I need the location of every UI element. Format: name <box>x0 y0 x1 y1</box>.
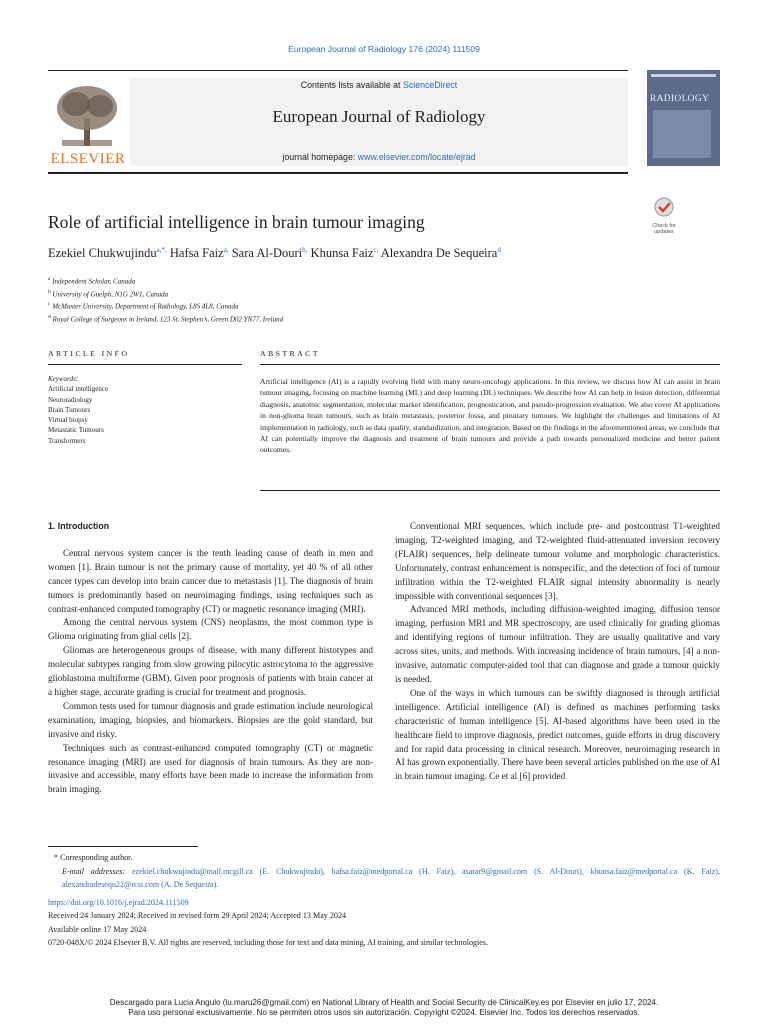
running-header[interactable]: European Journal of Radiology 176 (2024) 111509 <box>288 44 480 54</box>
affiliation-item: $^a$ Independent Scholar, Canada <box>48 276 136 286</box>
author-sup[interactable]: b, <box>302 246 308 254</box>
author-name[interactable]: Alexandra De Sequeira <box>380 246 498 261</box>
abstract-rule <box>260 364 720 365</box>
keywords-block <box>48 374 108 446</box>
received-dates: Received 24 January 2024; Received in revised form 29 April 2024; Accepted 13 May 2024 <box>48 911 347 920</box>
journal-homepage-line <box>130 152 628 162</box>
contents-prefix: Contents lists available at <box>300 80 401 90</box>
affiliations <box>48 274 283 325</box>
body-paragraph: Conventional MRI sequences, which include pre- and postcontrast T1-weighted imaging, T2-weighted imaging, and T2-weighted fluid-attenuated inversion recovery (FLAIR) sequences, help delineate tumour volume and morphologic characteristics. Unfortunately, contrast enhancement is nonspecific, and the detection of foci of tumour infiltration within the T2-weighted FLAIR signal intensity abnormality is nearly impossible with conventional sequences [3]. <box>395 521 720 601</box>
cover-stripe <box>651 74 716 77</box>
author-name[interactable]: Ezekiel Chukwujindu <box>48 246 157 261</box>
section-heading: 1. Introduction <box>48 521 110 531</box>
article-info-heading: ARTICLE INFO <box>48 349 130 358</box>
download-notice-line: Para uso personal exclusivamente. No se permiten otros usos sin autorización. Copyright ©2024. Elsevier Inc. Todos los derechos reservados. <box>128 1008 640 1017</box>
doi-link[interactable]: https://doi.org/10.1016/j.ejrad.2024.111509 <box>48 897 189 907</box>
keyword-item: Brain Tumours <box>48 405 91 414</box>
body-right-column <box>395 520 720 784</box>
affiliation-item: $^d$ Royal College of Surgeons in Ireland, 123 St. Stephen’s, Green D02 YN77, Ireland <box>48 314 284 324</box>
author-sup[interactable]: a,*, <box>156 246 167 254</box>
abstract-bottom-rule <box>260 490 720 491</box>
email-addresses <box>48 865 720 892</box>
affiliation-item: $^c$ McMaster University, Department of Radiology, L8S 4L8, Canada <box>48 301 239 311</box>
article-title: Role of artificial intelligence in brain tumour imaging <box>48 212 425 232</box>
corresponding-author-note: * Corresponding author. <box>54 853 133 862</box>
masthead-top-rule <box>48 70 628 71</box>
keyword-item: Neuroradiology <box>48 395 93 404</box>
email-list[interactable]: ezekiel.chukwujindu@mail.mcgill.ca (E. Chukwujindu), hafsa.faiz@medportal.ca (H. Faiz), asarar9@gmail.com (S. Al-Douri), khunsa.faiz@medportal.ca (K. Faiz), alexandradesequ22@rcsi.com (A. De Sequeira). <box>62 866 721 889</box>
body-paragraph: Advanced MRI methods, including diffusion-weighted imaging, diffusion tensor imaging, perfusion MRI and MR spectroscopy, are used clinically for grading gliomas and identifying regions of tumour infiltration. They are usually qualitative and vary across sites, units, and methods. With increasing incidence of brain tumours, [4] a non-invasive, automatic computer-aided tool that can diagnose and grade a tumour quickly is needed. <box>395 604 720 684</box>
elsevier-wordmark: ELSEVIER <box>50 151 126 167</box>
footnotes <box>48 851 720 950</box>
download-notice-line: Descargado para Lucia Angulo (lu.maru26@gmail.com) en National Library of Health and Social Security de ClinicalKey.es por Elsevier en julio 17, 2024. <box>109 998 659 1007</box>
download-notice <box>0 998 768 1018</box>
elsevier-logo[interactable] <box>48 78 128 168</box>
abstract-heading: ABSTRACT <box>260 349 320 358</box>
check-for-updates-button[interactable] <box>647 196 681 235</box>
cover-title: RADIOLOGY <box>650 94 710 104</box>
journal-cover[interactable] <box>647 70 720 166</box>
contents-list-line <box>130 80 628 90</box>
online-date: Available online 17 May 2024 <box>48 924 147 934</box>
keyword-item: Virtual biopsy <box>48 416 88 425</box>
body-left-column <box>48 520 373 797</box>
keywords-label: Keywords: <box>48 375 79 383</box>
author-list <box>48 246 501 261</box>
keyword-item: Artificial intelligence <box>48 385 109 394</box>
body-paragraph: Common tests used for tumour diagnosis and grade estimation include neurological examination, imaging, biopsies, and biomarkers. Biopsies are the gold standard, but invasive and risky. <box>48 700 373 739</box>
abstract-text: Artificial intelligence (AI) is a rapidly evolving field with many neuro-oncology applications. In this review, we discuss how AI can assist in brain tumour imaging, focusing on machine learning (ML) and deep learning (DL) techniques. We describe how AI can help in lesion detection, differential diagnosis, anatomic segmentation, molecular marker identification, prognostication, and pseudo-progression evaluation. We also cover AI applications in non-glioma brain tumours, such as brain metastasis, posterior fossa, and pituitary tumours. We highlight the challenges and limitations of AI implementation in radiology, such as data quality, standardization, and integration. Based on the findings in the aforementioned areas, we conclude that AI can potentially improve the diagnosis and treatment of brain tumours and provide a path towards personalized medicine and better patient outcomes. <box>260 377 720 455</box>
copyright-notice: 0720-048X/© 2024 Elsevier B.V. All rights are reserved, including those for text and data mining, AI training, and similar technologies. <box>48 938 489 947</box>
cover-image <box>653 110 711 158</box>
author-name[interactable]: Hafsa Faiz <box>169 246 224 261</box>
keyword-item: Transformers <box>48 436 86 445</box>
check-for-updates-icon <box>647 196 681 218</box>
affiliation-item: $^b$ University of Guelph, N1G 2W1, Canada <box>48 288 169 299</box>
homepage-prefix: journal homepage: <box>282 152 356 162</box>
footnote-rule <box>48 846 198 847</box>
sciencedirect-link[interactable]: ScienceDirect <box>402 80 458 90</box>
body-paragraph: Techniques such as contrast-enhanced computed tomography (CT) or magnetic resonance imaging (MRI) are used for diagnosis of brain tumours. As they are non-invasive and accessible, many efforts have been made to increase the information from brain imaging. <box>48 742 373 795</box>
body-paragraph: Among the central nervous system (CNS) neoplasms, the most common type is Glioma originating from glial cells [2]. <box>48 617 373 642</box>
body-paragraph: Gliomas are heterogeneous groups of disease, with many different histotypes and molecular subtypes ranging from slow growing pilocytic astrocytoma to the aggressive glioblastoma multiforme (GBM). Given poor prognosis of patients with brain cancer at a higher stage, accurate grading is crucial for treatment and prognosis. <box>48 645 373 697</box>
author-name[interactable]: Sara Al-Douri <box>231 246 303 261</box>
author-sup[interactable]: a, <box>223 246 229 254</box>
body-paragraph: Central nervous system cancer is the tenth leading cause of death in men and women [1]. Brain tumour is not the primary cause of mortality, yet 40 % of all other cancer types can develop into brain cancer due to metastasis [1]. The diagnosis of brain tumors is predominantly based on neuroimaging findings, using techniques such as contrast-enhanced computed tomography (CT) or magnetic resonance imaging (MRI). <box>48 547 373 614</box>
masthead-bottom-rule <box>48 172 628 174</box>
email-label: E-mail addresses: <box>62 866 126 876</box>
author-name[interactable]: Khunsa Faiz <box>310 246 374 261</box>
author-sup[interactable]: d <box>497 246 501 254</box>
body-paragraph: One of the ways in which tumours can be swiftly diagnosed is through artificial intelligence. Artificial intelligence (AI) is defined as machines performing tasks characteristic of human intelligence [5]. AI-based algorithms have been used in the healthcare field to improve diagnosis, predict outcomes, guide efforts in drug discovery and for rapid data processing in clinical research. Moreover, neuroimaging research in AI has grown exponentially. There have been several articles published on the use of AI in brain tumour imaging. Ce et al [6] provided <box>395 687 720 782</box>
check-label-2: updates <box>654 229 674 235</box>
homepage-link[interactable]: www.elsevier.com/locate/ejrad <box>357 152 476 162</box>
author-sup[interactable]: c, <box>373 246 379 254</box>
article-info-rule <box>48 364 242 365</box>
check-label-1: Check for <box>652 223 676 229</box>
keyword-item: Metastatic Tumours <box>48 426 104 435</box>
journal-title: European Journal of Radiology <box>272 107 486 126</box>
